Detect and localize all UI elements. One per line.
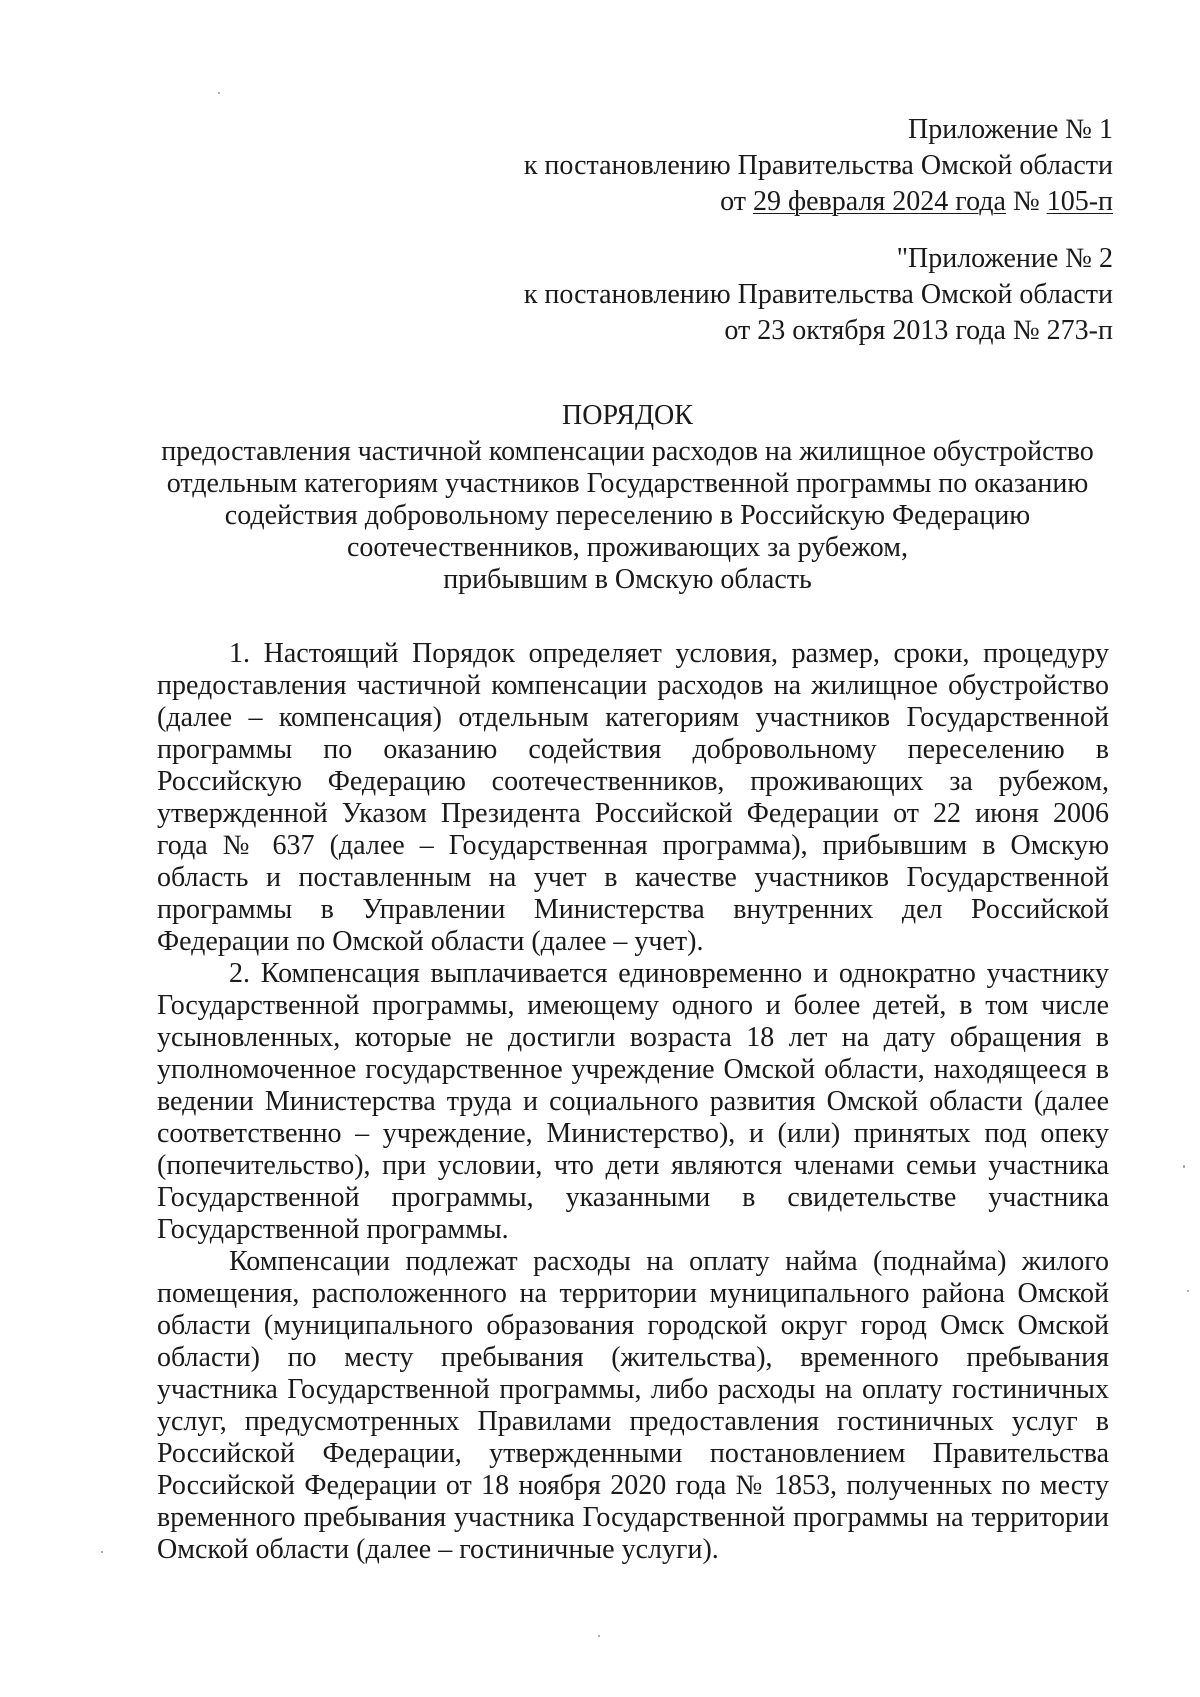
document-subtitle-line: предоставления частичной компенсации расходов на жилищное обустройство: [161, 436, 1094, 467]
annex-1-date: 29 февраля 2024 года: [752, 186, 1006, 217]
document-heading: ПОРЯДОК: [562, 400, 693, 431]
annex-1-header: [524, 112, 1113, 220]
annex-2-resolution: к постановлению Правительства Омской области: [523, 279, 1113, 310]
document-title: [150, 400, 1105, 596]
annex-1-number-sign: №: [1005, 186, 1047, 217]
document-subtitle-line: соотечественников, проживающих за рубежом,: [347, 532, 908, 563]
annex-1-title: Приложение № 1: [908, 114, 1113, 145]
annex-1-date-prefix: от: [720, 186, 753, 217]
annex-1-resolution: к постановлению Правительства Омской области: [523, 150, 1113, 181]
annex-1-number: 105-п: [1046, 186, 1113, 217]
paragraph-1: 1. Настоящий Порядок определяет условия, размер, сроки, процедуру предоставления частичной компенсации расходов на жилищное обустройство (далее – компенсация) отдельным категориям участников Государственной программы по оказанию содействия добровольному переселению в Российскую Федерацию соотечественников, проживающих за рубежом, утвержденной Указом Президента Российской Федерации от 22 июня 2006 года № 637 (далее – Государственная программа), прибывшим в Омскую область и поставленным на учет в качестве участников Государственной программы в Управлении Министерства внутренних дел Российской Федерации по Омской области (далее – учет).: [157, 638, 1109, 957]
document-subtitle-line: отдельным категориям участников Государственной программы по оказанию: [166, 468, 1089, 499]
annex-2-date-line: от 23 октября 2013 года № 273-п: [724, 315, 1113, 346]
document-subtitle-line: прибывшим в Омскую область: [443, 564, 812, 595]
paragraph-3: Компенсации подлежат расходы на оплату найма (поднайма) жилого помещения, расположенного на территории муниципального района Омской области (муниципального образования городской округ город Омск Омской области) по месту пребывания (жительства), временного пребывания участника Государственной программы, либо расходы на оплату гостиничных услуг, предусмотренных Правилами предоставления гостиничных услуг в Российской Федерации, утвержденными постановлением Правительства Российской Федерации от 18 ноября 2020 года № 1853, полученных по месту временного пребывания участника Государственной программы на территории Омской области (далее – гостиничные услуги).: [157, 1246, 1109, 1565]
paragraph-2: 2. Компенсация выплачивается единовременно и однократно участнику Государственной программы, имеющему одного и более детей, в том числе усыновленных, которые не достигли возраста 18 лет на дату обращения в уполномоченное государственное учреждение Омской области, находящееся в ведении Министерства труда и социального развития Омской области (далее соответственно – учреждение, Министерство), и (или) принятых под опеку (попечительство), при условии, что дети являются членами семьи участника Государственной программы, указанными в свидетельстве участника Государственной программы.: [157, 958, 1109, 1245]
document-subtitle-line: содействия добровольному переселению в Российскую Федерацию: [224, 500, 1031, 531]
document-body: [157, 638, 1109, 1566]
annex-2-title: "Приложение № 2: [896, 243, 1113, 274]
annex-2-header: [524, 241, 1113, 349]
annex-1-date-line: [524, 184, 1113, 220]
